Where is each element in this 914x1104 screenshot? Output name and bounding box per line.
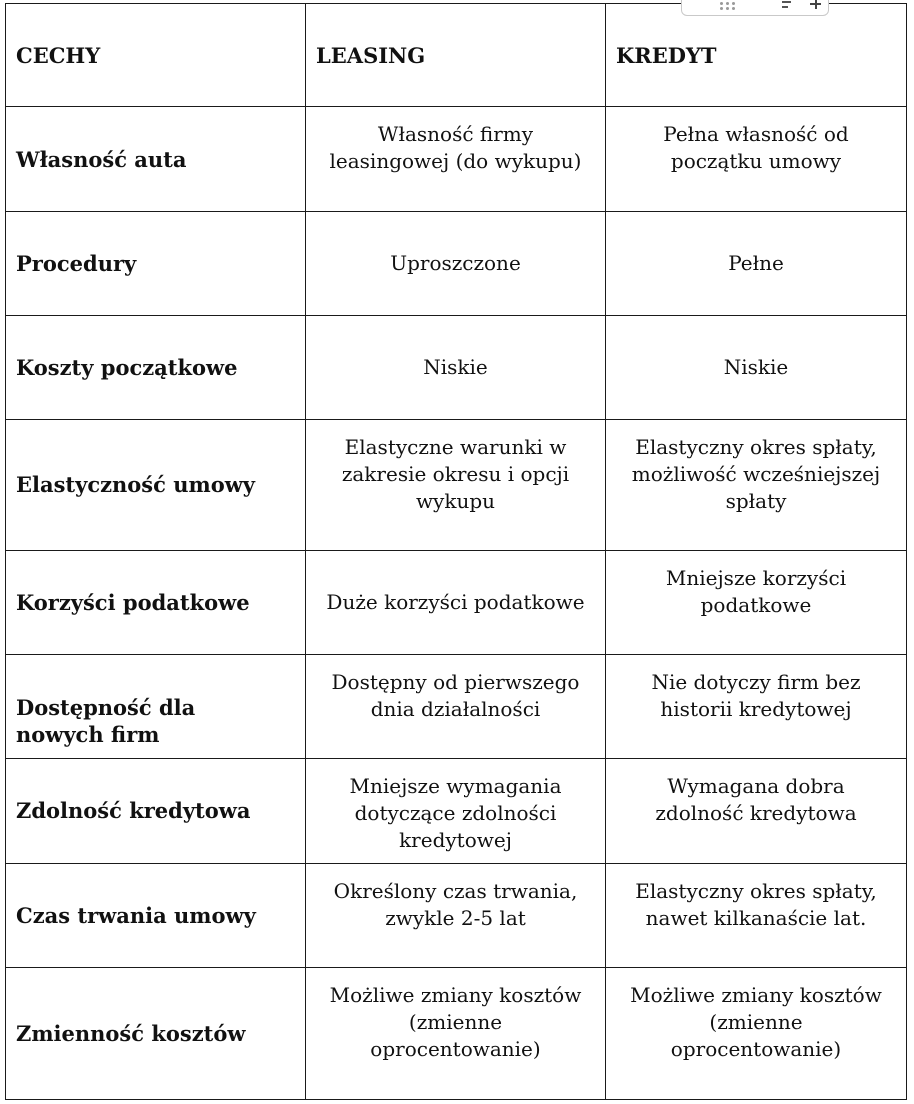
cell-line: nawet kilkanaście lat. bbox=[645, 906, 867, 931]
table-toolbar bbox=[681, 0, 829, 16]
drag-handle-icon[interactable] bbox=[720, 2, 738, 8]
kredyt-cell bbox=[606, 968, 907, 1100]
cell-line: Duże korzyści podatkowe bbox=[326, 590, 585, 615]
cell-line: Niskie bbox=[723, 354, 789, 379]
leasing-cell bbox=[306, 968, 606, 1100]
comparison-table bbox=[5, 3, 907, 1100]
cell-line: zakresie okresu i opcji bbox=[341, 461, 570, 486]
cell-line: Elastyczne warunki w bbox=[344, 434, 567, 459]
table-row bbox=[6, 968, 907, 1100]
feature-cell: Elastyczność umowy bbox=[6, 419, 306, 550]
table-row bbox=[6, 550, 907, 654]
leasing-cell bbox=[306, 419, 606, 550]
leasing-cell bbox=[306, 864, 606, 968]
cell-line: (zmienne bbox=[709, 1010, 803, 1035]
kredyt-cell bbox=[606, 211, 907, 315]
table-row bbox=[6, 419, 907, 550]
cell-line: dotyczące zdolności bbox=[354, 800, 557, 825]
cell-line: spłaty bbox=[725, 488, 787, 513]
cell-line: historii kredytowej bbox=[660, 697, 852, 722]
leasing-cell bbox=[306, 211, 606, 315]
cell-line: Możliwe zmiany kosztów bbox=[630, 983, 882, 1008]
cell-line: zdolność kredytowa bbox=[655, 800, 857, 825]
cell-line: zwykle 2-5 lat bbox=[385, 906, 526, 931]
feature-cell: Korzyści podatkowe bbox=[6, 550, 306, 654]
leasing-cell bbox=[306, 316, 606, 419]
cell-line: początku umowy bbox=[670, 149, 842, 174]
table-row bbox=[6, 211, 907, 315]
cell-line: Niskie bbox=[423, 354, 488, 379]
kredyt-cell bbox=[606, 107, 907, 211]
kredyt-cell bbox=[606, 655, 907, 758]
cell-line: dnia działalności bbox=[370, 697, 541, 722]
cell-line: kredytowej bbox=[399, 827, 512, 852]
cell-line: Uproszczone bbox=[390, 250, 521, 275]
cell-line: Własność firmy bbox=[377, 122, 534, 147]
header-cechy: CECHY bbox=[6, 4, 306, 107]
cell-line: (zmienne bbox=[408, 1010, 503, 1035]
feature-cell: Procedury bbox=[6, 211, 306, 315]
cell-line: Elastyczny okres spłaty, bbox=[635, 879, 877, 904]
leasing-cell bbox=[306, 758, 606, 863]
table-row bbox=[6, 655, 907, 758]
header-leasing: LEASING bbox=[306, 4, 606, 107]
row-lines-icon[interactable] bbox=[782, 1, 791, 9]
kredyt-cell bbox=[606, 758, 907, 863]
leasing-cell bbox=[306, 107, 606, 211]
cell-line: możliwość wcześniejszej bbox=[631, 461, 881, 486]
cell-line: Pełne bbox=[728, 250, 784, 275]
kredyt-cell bbox=[606, 864, 907, 968]
feature-cell: Własność auta bbox=[6, 107, 306, 211]
table-header-row bbox=[6, 4, 907, 107]
feature-cell: Koszty początkowe bbox=[6, 316, 306, 419]
cell-line: Elastyczny okres spłaty, bbox=[635, 434, 877, 459]
table-row bbox=[6, 864, 907, 968]
table-row bbox=[6, 758, 907, 863]
feature-line: nowych firm bbox=[16, 721, 160, 747]
feature-cell: Zdolność kredytowa bbox=[6, 758, 306, 863]
leasing-cell bbox=[306, 655, 606, 758]
cell-line: Określony czas trwania, bbox=[333, 879, 578, 904]
cell-line: Wymagana dobra bbox=[667, 773, 845, 798]
cell-line: Dostępny od pierwszego bbox=[331, 670, 580, 695]
table-row bbox=[6, 316, 907, 419]
feature-line: Dostępność dla bbox=[16, 694, 196, 720]
cell-line: leasingowej (do wykupu) bbox=[329, 149, 582, 174]
cell-line: Mniejsze korzyści bbox=[665, 565, 847, 590]
cell-line: wykupu bbox=[415, 488, 496, 513]
feature-cell: Zmienność kosztów bbox=[6, 968, 306, 1100]
kredyt-cell bbox=[606, 419, 907, 550]
kredyt-cell bbox=[606, 316, 907, 419]
cell-line: oprocentowanie) bbox=[370, 1037, 541, 1062]
cell-line: Nie dotyczy firm bez bbox=[651, 670, 861, 695]
kredyt-cell bbox=[606, 550, 907, 654]
cell-line: Pełna własność od bbox=[663, 122, 849, 147]
plus-icon[interactable] bbox=[810, 0, 821, 9]
table-row bbox=[6, 107, 907, 211]
cell-line: Możliwe zmiany kosztów bbox=[329, 983, 582, 1008]
cell-line: podatkowe bbox=[700, 592, 812, 617]
header-kredyt: KREDYT bbox=[606, 4, 907, 107]
feature-cell: Czas trwania umowy bbox=[6, 864, 306, 968]
feature-cell bbox=[6, 655, 306, 758]
cell-line: Mniejsze wymagania bbox=[349, 773, 562, 798]
leasing-cell bbox=[306, 550, 606, 654]
cell-line: oprocentowanie) bbox=[670, 1037, 842, 1062]
